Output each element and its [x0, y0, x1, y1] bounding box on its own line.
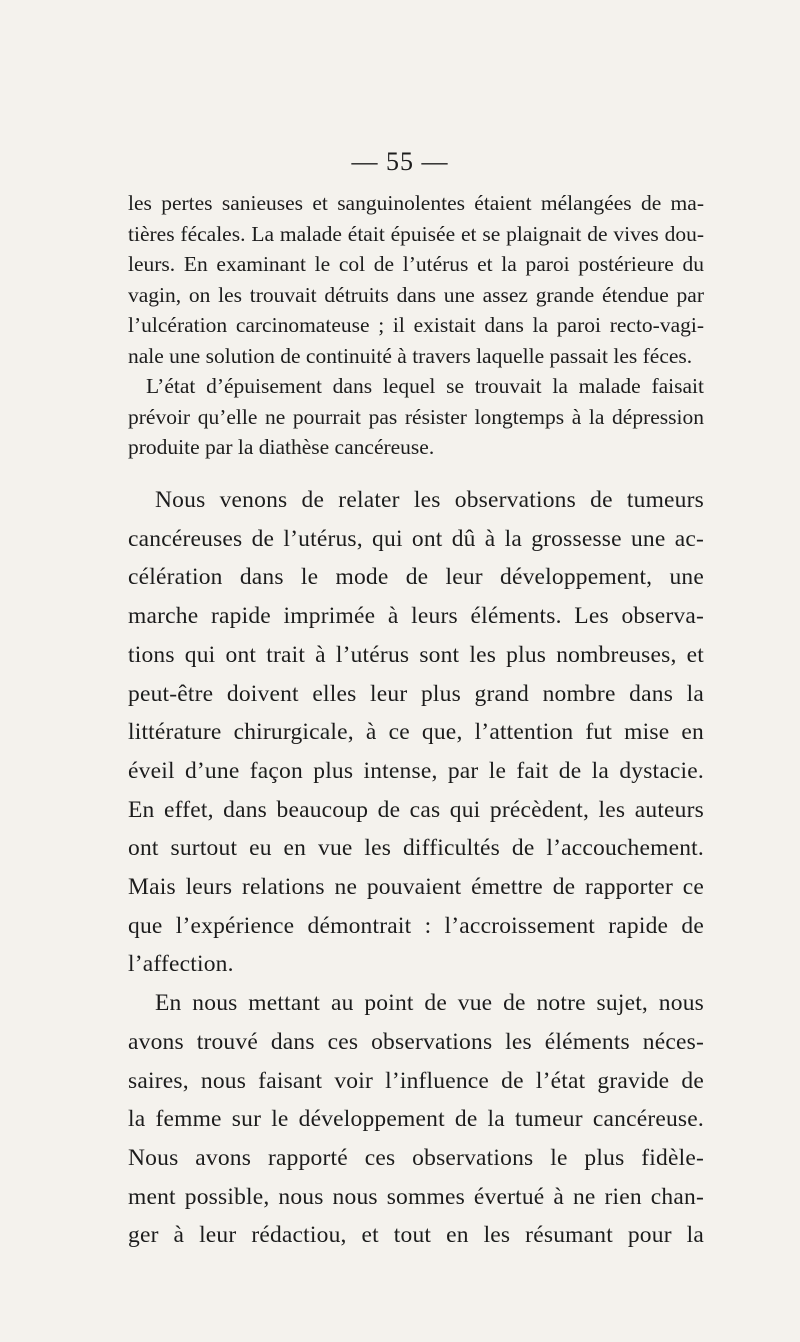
paragraph-block-top — [128, 188, 704, 463]
text-line: saires, nous faisant voir l’influence de l’état gravide de — [128, 1067, 704, 1094]
page-number: — 55 — — [351, 147, 449, 176]
text-line: produite par la diathèse cancéreuse. — [128, 435, 435, 459]
text-line: avons trouvé dans ces observations les éléments néces- — [128, 1028, 704, 1055]
text-line: prévoir qu’elle ne pourrait pas résister longtemps à la dépression — [128, 404, 704, 429]
text-line: Nous venons de relater les observations de tumeurs — [155, 487, 704, 513]
text-line: ont surtout eu en vue les difficultés de l’accouchement. — [128, 835, 704, 862]
text-line: Mais leurs relations ne pouvaient émettre de rapporter ce — [128, 874, 704, 901]
text-line: marche rapide imprimée à leurs éléments. Les observa- — [128, 603, 704, 630]
paragraph-4 — [128, 984, 704, 1255]
text-line: leurs. En examinant le col de l’utérus et la paroi postérieure du — [128, 252, 704, 276]
text-line: cancéreuses de l’utérus, qui ont dû à la grossesse une ac- — [128, 525, 704, 552]
text-line: ger à leur rédactiou, et tout en les résumant pour la — [128, 1222, 704, 1249]
text-line: vagin, on les trouvait détruits dans une assez grande étendue par — [128, 282, 704, 307]
text-line: l’ulcération carcinomateuse ; il existait dans la paroi recto-vagi- — [128, 313, 704, 337]
paragraph-block-bottom — [128, 481, 704, 1255]
text-line: tions qui ont trait à l’utérus sont les plus nombreuses, et — [128, 641, 704, 668]
text-line: tières fécales. La malade était épuisée et se plaignait de vives dou- — [128, 221, 704, 246]
text-line: nale une solution de continuité à travers laquelle passait les féces. — [128, 343, 693, 368]
text-line: célération dans le mode de leur développement, une — [128, 564, 704, 591]
text-line: la femme sur le développement de la tumeur cancéreuse. — [128, 1106, 704, 1133]
text-line: peut-être doivent elles leur plus grand nombre dans la — [128, 680, 704, 707]
paragraph-2 — [128, 371, 704, 463]
text-line: En nous mettant au point de vue de notre sujet, nous — [155, 990, 704, 1017]
text-line: En effet, dans beaucoup de cas qui précèdent, les auteurs — [128, 796, 704, 823]
paragraph-3 — [128, 481, 704, 984]
text-line: éveil d’une façon plus intense, par le fait de la dystacie. — [128, 757, 704, 784]
text-line: les pertes sanieuses et sanguinolentes étaient mélangées de ma- — [128, 191, 704, 215]
text-line: L’état d’épuisement dans lequel se trouvait la malade faisait — [146, 374, 704, 398]
text-line: littérature chirurgicale, à ce que, l’attention fut mise en — [128, 719, 704, 746]
text-line: l’affection. — [128, 951, 234, 978]
text-line: ment possible, nous nous sommes évertué à ne rien chan- — [128, 1183, 704, 1210]
text-line: Nous avons rapporté ces observations le plus fidèle- — [128, 1144, 704, 1171]
paragraph-1 — [128, 188, 704, 371]
text-line: que l’expérience démontrait : l’accroissement rapide de — [128, 912, 704, 939]
